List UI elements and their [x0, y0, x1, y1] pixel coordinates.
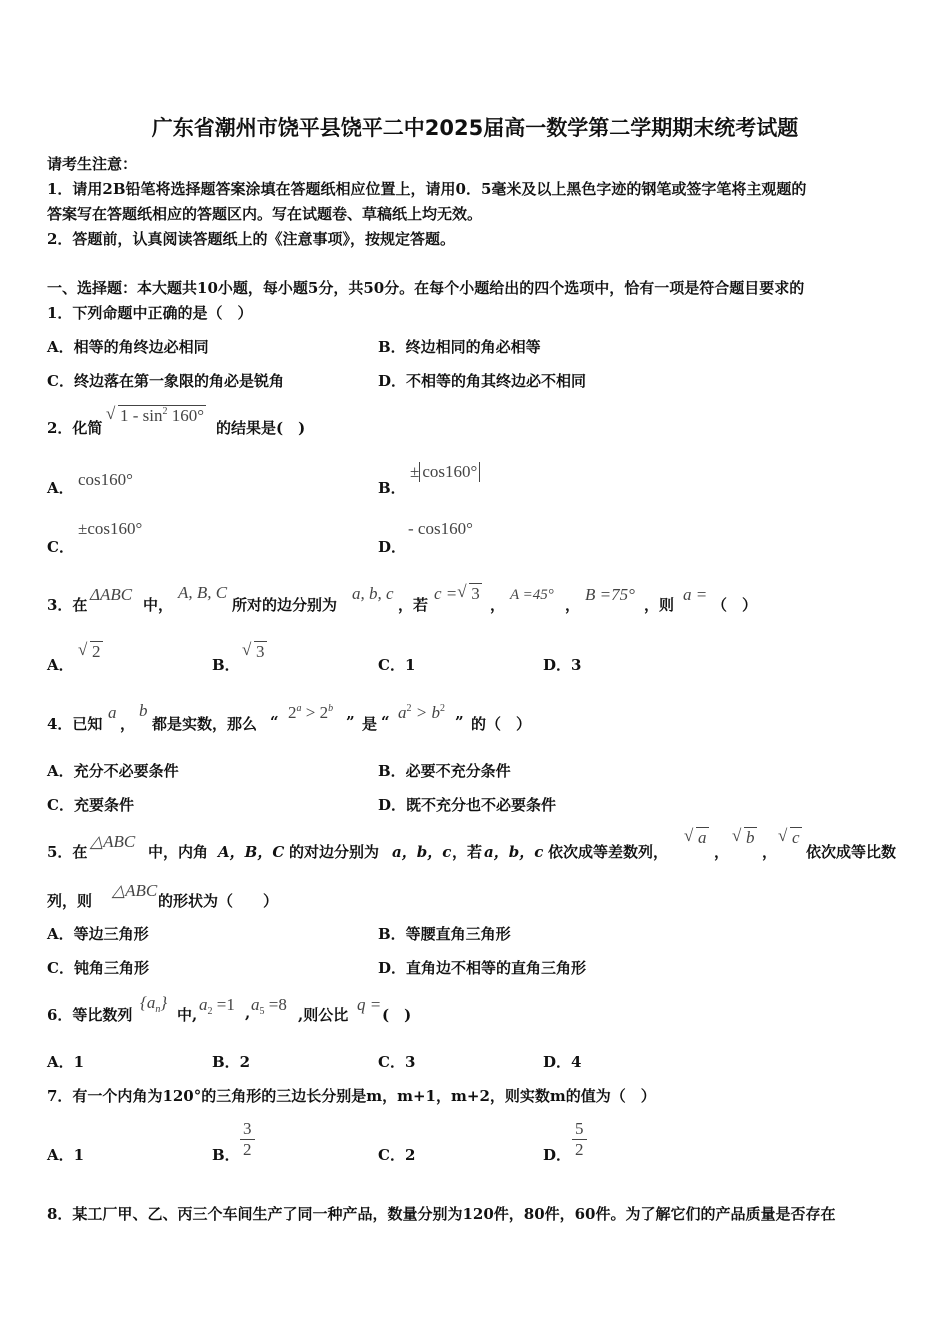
- q1-option-d: D．不相等的角其终边必不相同: [378, 372, 587, 390]
- q3-option-b-label: B．: [212, 656, 240, 674]
- notice-line-1: 1．请用2B铅笔将选择题答案涂填在答题纸相应位置上，请用0．5毫米及以上黑色字迹的钢笔或签字笔将主观题的: [47, 180, 807, 198]
- q6-a2: $a_2 =1$: [199, 995, 235, 1017]
- q6-text-3: ( ): [382, 1006, 412, 1024]
- q4-number: 4．已知: [47, 715, 103, 733]
- q6-sequence: $\{a_n\}$: [140, 993, 168, 1015]
- q3-text-1: 中，: [143, 596, 174, 614]
- q5-comma-2: ，: [762, 843, 778, 861]
- q4-quote-open-2: “: [381, 713, 390, 731]
- q4-quote-close-1: ”: [346, 713, 355, 731]
- q2-option-b-label: B．: [378, 479, 406, 497]
- q2-option-c-expr: ±cos160°: [78, 519, 143, 538]
- q4-var-a: a: [108, 703, 117, 722]
- q2-expression: √ $1 - \sin^2 160^\circ$: [106, 406, 206, 426]
- q6-option-a: A．1: [47, 1053, 85, 1071]
- q7-option-b-label: B．: [212, 1146, 240, 1164]
- q4-option-a: A．充分不必要条件: [47, 762, 179, 780]
- q6-text-2: ,则公比: [298, 1006, 349, 1024]
- q4-text-3: 的（ ）: [471, 715, 532, 733]
- q5-line2-start: 列，则: [47, 892, 93, 910]
- q2-option-b-expr: ± cos160°: [410, 462, 480, 482]
- q4-var-b: b: [139, 701, 148, 720]
- q3-a-value: a =: [683, 585, 708, 604]
- q4-quote-open-1: “: [270, 713, 279, 731]
- q3-option-c: C．1: [378, 656, 416, 674]
- q3-text-5: ，: [565, 596, 581, 614]
- q7-stem: 7．有一个内角为120°的三角形的三边长分别是m，m+1，m+2，则实数m的值为（ ）: [47, 1087, 656, 1105]
- q6-number: 6．等比数列: [47, 1006, 133, 1024]
- q1-option-c: C．终边落在第一象限的角必是锐角: [47, 372, 284, 390]
- q6-ratio: q =: [357, 995, 382, 1014]
- q5-sqrt-b: √ b: [732, 828, 757, 848]
- q5-text-1: 中，内角: [148, 843, 209, 861]
- q4-text-1: 都是实数，那么: [152, 715, 258, 733]
- q2-option-a-expr: cos160°: [78, 470, 133, 489]
- q5-line2-end: 的形状为（ ）: [158, 892, 279, 910]
- q7-option-b-fraction: $\frac{3}{2}$: [240, 1119, 255, 1160]
- q7-option-c: C．2: [378, 1146, 416, 1164]
- q5-sides: a，b，c: [392, 843, 452, 861]
- q2-stem-tail: 的结果是( ): [216, 419, 306, 437]
- q5-option-d: D．直角边不相等的直角三角形: [378, 959, 587, 977]
- q3-text-7: （ ）: [712, 596, 758, 614]
- q3-angles: A, B, C: [178, 583, 228, 602]
- q4-option-b: B．必要不充分条件: [378, 762, 511, 780]
- q4-option-c: C．充要条件: [47, 796, 134, 814]
- q4-text-2: 是: [362, 715, 378, 733]
- q3-angle-a: A =45°: [510, 587, 554, 603]
- q5-sqrt-c: √ c: [778, 828, 802, 848]
- q4-condition-1: $2^a > 2^b$: [288, 703, 334, 722]
- q3-sides: a, b, c: [352, 584, 394, 603]
- q5-angles: A，B，C: [218, 843, 285, 861]
- q1-option-b: B．终边相同的角必相等: [378, 338, 541, 356]
- q6-text-1: 中,: [177, 1006, 198, 1024]
- q5-triangle-2: △ABC: [112, 881, 158, 900]
- q7-option-d-label: D．: [543, 1146, 572, 1164]
- q2-number: 2．化简: [47, 419, 103, 437]
- q5-text-3: ，若: [452, 843, 483, 861]
- q4-quote-close-2: ”: [455, 713, 464, 731]
- q3-option-d: D．3: [543, 656, 582, 674]
- q5-sides-2: a，b，c: [484, 843, 544, 861]
- q6-option-d: D．4: [543, 1053, 582, 1071]
- q5-option-c: C．钝角三角形: [47, 959, 149, 977]
- q4-option-d: D．既不充分也不必要条件: [378, 796, 557, 814]
- q6-comma: ,: [245, 1004, 251, 1022]
- q5-triangle: △ABC: [90, 832, 136, 851]
- q5-text-4: 依次成等差数列，: [548, 843, 669, 861]
- q5-comma-1: ，: [714, 843, 730, 861]
- q8-stem: 8．某工厂甲、乙、丙三个车间生产了同一种产品，数量分别为120件，80件，60件。为了解它们的产品质量是否存在: [47, 1205, 836, 1223]
- q4-sep: ，: [120, 715, 136, 733]
- page-title: 广东省潮州市饶平县饶平二中2025届高一数学第二学期期末统考试题: [151, 116, 799, 140]
- q3-text-6: ，则: [644, 596, 675, 614]
- q5-option-a: A．等边三角形: [47, 925, 149, 943]
- q2-option-c-label: C．: [47, 538, 74, 556]
- q2-option-a-label: A．: [47, 479, 74, 497]
- q6-a5: $a_5 =8$: [251, 995, 287, 1017]
- q3-option-b-expr: √ 3: [242, 642, 267, 662]
- q5-text-2: 的对边分别为: [289, 843, 380, 861]
- notice-line-2: 答案写在答题纸相应的答题区内。写在试题卷、草稿纸上均无效。: [47, 205, 483, 223]
- q7-option-d-fraction: $\frac{5}{2}$: [572, 1119, 587, 1160]
- q3-number: 3．在: [47, 596, 88, 614]
- q3-c-value: c =√ 3: [434, 584, 482, 604]
- q5-option-b: B．等腰直角三角形: [378, 925, 511, 943]
- q5-text-5: 依次成等比数: [806, 843, 897, 861]
- q3-option-a-expr: √ 2: [78, 642, 103, 662]
- q4-condition-2: $a^2 > b^2$: [398, 703, 445, 722]
- notice-heading: 请考生注意：: [47, 155, 138, 173]
- q3-text-3: ，若: [398, 596, 429, 614]
- q5-number: 5．在: [47, 843, 88, 861]
- q3-angle-b: B =75°: [585, 585, 635, 604]
- q3-option-a-label: A．: [47, 656, 74, 674]
- section-heading: 一、选择题：本大题共10小题，每小题5分，共50分。在每个小题给出的四个选项中，恰有一项是符合题目要求的: [47, 279, 805, 297]
- q5-sqrt-a: √ a: [684, 828, 709, 848]
- q3-triangle: ΔABC: [90, 585, 133, 604]
- q7-option-a: A．1: [47, 1146, 85, 1164]
- q6-option-b: B．2: [212, 1053, 251, 1071]
- q6-option-c: C．3: [378, 1053, 416, 1071]
- q1-stem: 1．下列命题中正确的是（ ）: [47, 304, 253, 322]
- notice-line-3: 2．答题前，认真阅读答题纸上的《注意事项》，按规定答题。: [47, 230, 455, 248]
- q3-text-4: ，: [490, 596, 506, 614]
- q1-option-a: A．相等的角终边必相同: [47, 338, 209, 356]
- q3-text-2: 所对的边分别为: [232, 596, 338, 614]
- q2-option-d-label: D．: [378, 538, 407, 556]
- q2-option-d-expr: - cos160°: [408, 519, 473, 538]
